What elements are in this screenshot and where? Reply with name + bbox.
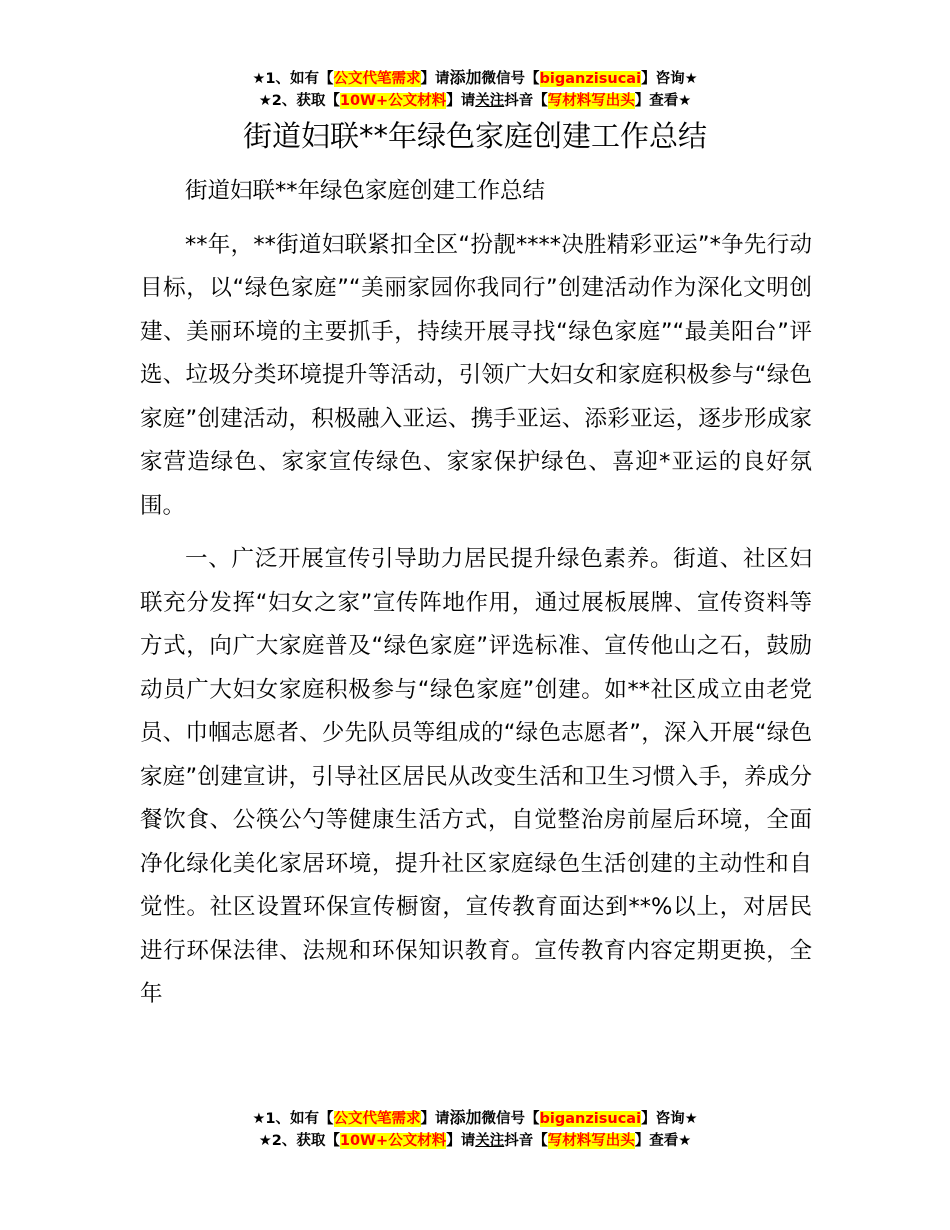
banner-highlight: 公文代笔需求 [333,71,421,87]
banner-text: 】请 [446,93,476,109]
paragraph-subtitle: 街道妇联**年绿色家庭创建工作总结 [185,178,546,204]
banner-line-1 [0,67,950,90]
banner-highlight: 写材料写出头 [547,93,635,109]
banner-emphasis: 关注 [475,93,505,109]
banner-highlight: 写材料写出头 [547,1133,635,1149]
banner-text: 】请 [420,1111,450,1127]
banner-text: 抖音【 [504,93,548,109]
banner-emphasis: 添加 [449,68,482,87]
banner-line-2 [0,1130,950,1152]
banner-highlight: 10W+公文材料 [339,1133,447,1149]
banner-text: 】请 [446,1133,476,1149]
banner-text: 】咨询★ [641,1111,698,1127]
document-title: 街道妇联**年绿色家庭创建工作总结 [242,119,707,153]
banner-text: 微信号【 [481,71,540,87]
banner-text: 抖音【 [504,1133,548,1149]
banner-emphasis: 添加 [449,1108,482,1127]
banner-text: 】咨询★ [641,71,698,87]
banner-text: 】请 [420,71,450,87]
banner-text: ★2、获取【 [258,93,340,109]
banner-highlight: 10W+公文材料 [339,93,447,109]
banner-text: 】查看★ [634,1133,692,1149]
footer-banner [0,1107,950,1152]
banner-emphasis: 关注 [475,1133,505,1149]
banner-text: 】查看★ [634,93,692,109]
banner-highlight: biganzisucai [539,1111,642,1127]
banner-line-1 [0,1107,950,1130]
document-body [140,170,812,1017]
banner-highlight: biganzisucai [539,71,642,87]
paragraph-section-1: 一、广泛开展宣传引导助力居民提升绿色素养。街道、社区妇联充分发挥“妇女之家”宣传阵地作用，通过展板展牌、宣传资料等方式，向广大家庭普及“绿色家庭”评选标准、宣传他山之石，鼓励动员广大妇女家庭积极参与“绿色家庭”创建。如**社区成立由老党员、巾帼志愿者、少先队员等组成的“绿色志愿者”，深入开展“绿色家庭”创建宣讲，引导社区居民从改变生活和卫生习惯入手，养成分餐饮食、公筷公勺等健康生活方式，自觉整治房前屋后环境，全面净化绿化美化家居环境，提升社区家庭绿色生活创建的主动性和自觉性。社区设置环保宣传橱窗，宣传教育面达到**%以上，对居民进行环保法律、法规和环保知识教育。宣传教育内容定期更换，全年 [140,546,812,1007]
banner-line-2 [0,90,950,112]
banner-text: 微信号【 [481,1111,540,1127]
banner-text: ★2、获取【 [258,1133,340,1149]
banner-text: ★1、如有【 [252,71,334,87]
paragraph-intro: **年，**街道妇联紧扣全区“扮靓****决胜精彩亚运”*争先行动目标，以“绿色家庭”“美丽家园你我同行”创建活动作为深化文明创建、美丽环境的主要抓手，持续开展寻找“绿色家庭”“最美阳台”评选、垃圾分类环境提升等活动，引领广大妇女和家庭积极参与“绿色家庭”创建活动，积极融入亚运、携手亚运、添彩亚运，逐步形成家家营造绿色、家家宣传绿色、家家保护绿色、喜迎*亚运的良好氛围。 [140,231,812,519]
banner-highlight: 公文代笔需求 [333,1111,421,1127]
banner-text: ★1、如有【 [252,1111,334,1127]
header-banner [0,67,950,112]
